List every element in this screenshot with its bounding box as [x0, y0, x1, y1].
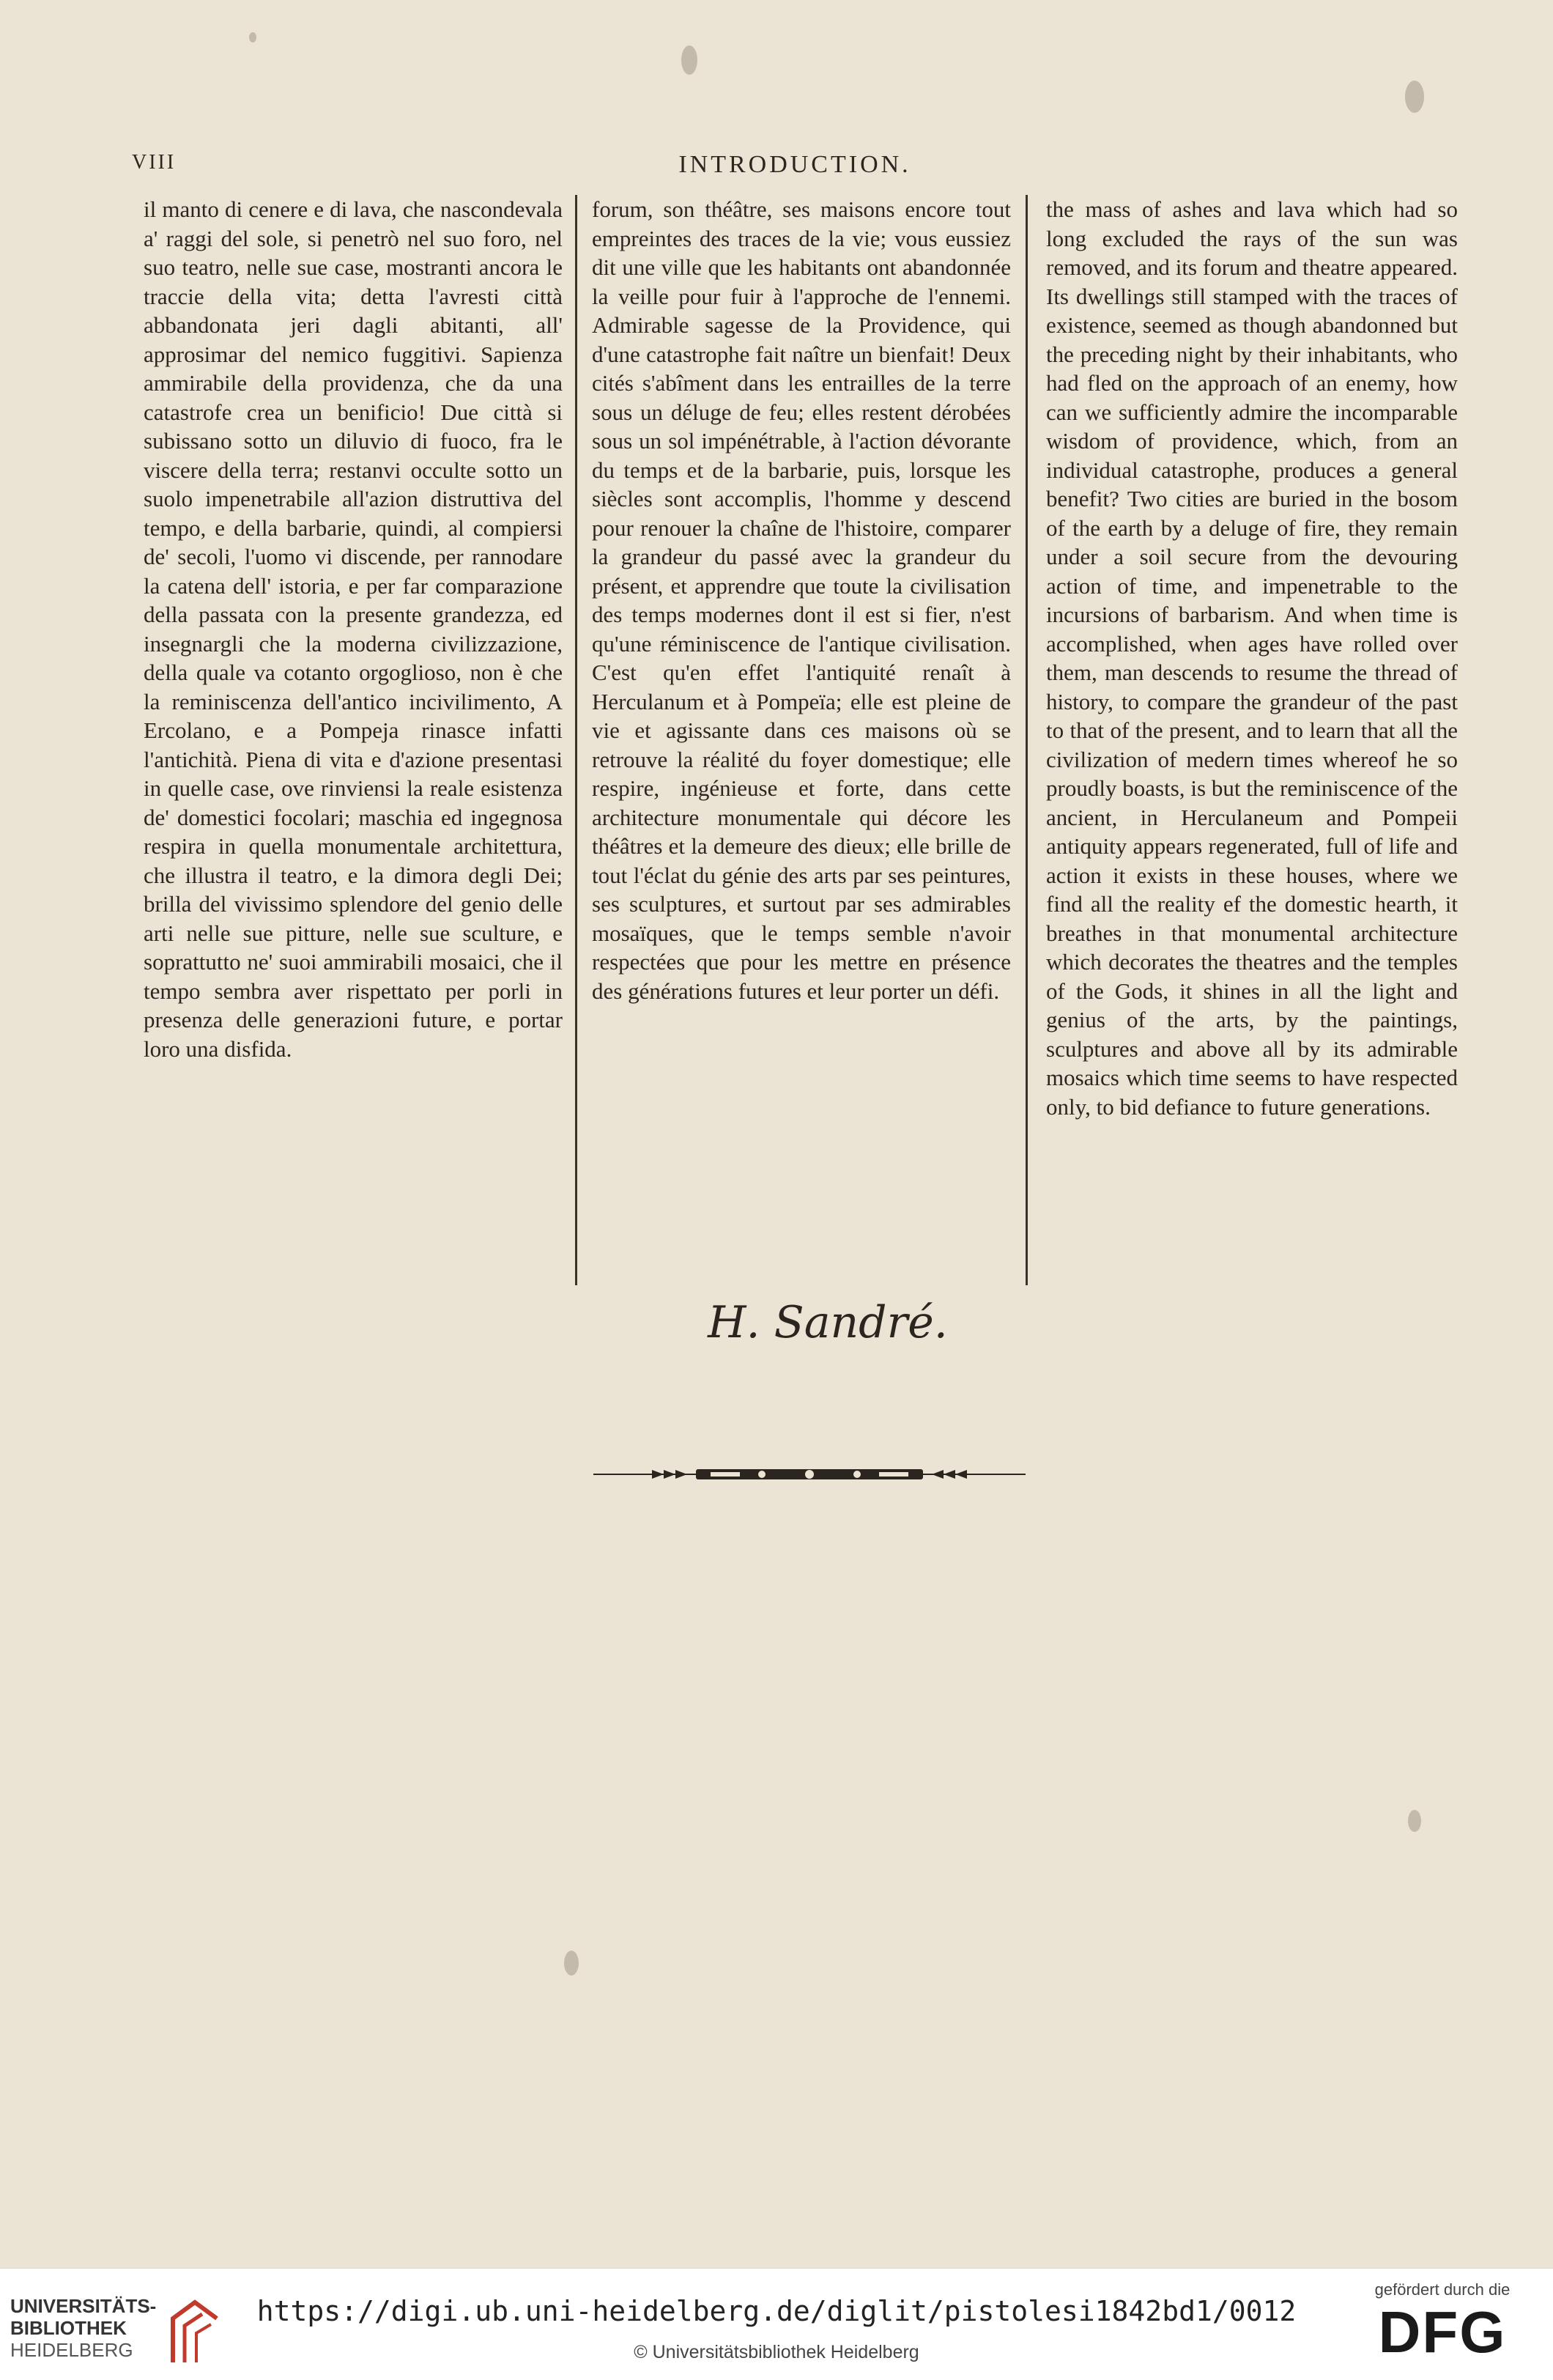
paper-stain — [249, 32, 256, 42]
library-name: UNIVERSITÄTS- BIBLIOTHEK HEIDELBERG — [10, 2295, 157, 2361]
french-text: forum, son théâtre, ses maisons encore tout empreintes des traces de la vie; vous eussiez dit une ville que les habitants ont abandonnée la veille pour fuir à l'approche de l'ennemi. Admirable sagesse de la Providence, qui d'une catastrophe fait naître un bienfait! Deux cités s'abîment dans les entrailles de la terre sous un déluge de feu; elles restent dérobées sous un sol impénétrable, à l'action dévorante du temps et de la barbarie, puis, lorsque les siècles sont accomplis, l'homme y descend pour renouer la chaîne de l'histoire, comparer la grandeur du passé avec la grandeur du présent, et apprendre que toute la civilisation des temps modernes dont il est si fier, n'est qu'une réminiscence de l'antique civilisation. C'est qu'en effet l'antiquité renaît à Herculanum et à Pompeïa; elle est pleine de vie et agissante dans ces maisons où se retrouve la réalité du foyer domestique; elle respire, ingénieuse et forte, dans cette architecture monumentale qui décore les théâtres et la demeure des dieux; elle brille de tout l'éclat du génie des arts par ses peintures, ses sculptures, et surtout par ses admirables mosaïques, que le temps semble n'avoir respectées que pour les mettre en présence des générations futures et leur porter un défi. — [592, 196, 1011, 1004]
page-header — [132, 151, 1458, 180]
paper-stain — [1408, 1810, 1421, 1832]
running-title: INTRODUCTION. — [678, 151, 911, 178]
ornament-rule — [593, 1467, 1026, 1482]
dfg-logo-text: DFG — [1378, 2299, 1507, 2365]
italian-text: il manto di cenere e di lava, che nascondevala a' raggi del sole, si penetrò nel suo foro, nel suo teatro, nelle sue case, mostranti ancora le traccie della vita; detta l'avresti città abbandonata jeri dagli abitanti, all' approsimar del nemico fuggitivi. Sapienza ammirabile della providenza, che da una catastrofe crea un benificio! Due città si subissano sotto un diluvio di fuoco, fra le viscere della terra; restanvi occulte sotto un suolo impenetrabile all'azion distruttiva del tempo, e della barbarie, quindi, al compiersi de' secoli, l'uomo vi discende, per rannodare la catena dell' istoria, e per far comparazione della passata con la presente grandezza, ed insegnargli che la moderna civilizzazione, della quale va cotanto orgoglioso, non è che la reminiscenza dell'antico incivilimento, A Ercolano, e a Pompeja rinasce infatti l'antichità. Piena di vita e d'azione presentasi in quelle case, ove rinviensi la reale esistenza de' domestici focolari; maschia ed ingegnosa respira in quella monumentale architettura, che illustra il teatro, e la dimora degli Dei; brilla del vivissimo splendore del genio delle arti nelle sue pitture, nelle sue sculture, e soprattutto ne' suoi ammirabili mosaici, che il tempo sembra aver rispettato per porli in presenza delle generazioni future, e portar loro una disfida. — [144, 196, 563, 1062]
column-french — [592, 195, 1011, 1005]
copyright-notice: © Universitätsbibliothek Heidelberg — [634, 2342, 919, 2362]
paper-stain — [681, 45, 697, 75]
paper-stain — [1405, 81, 1424, 113]
funder-label: gefördert durch die — [1374, 2280, 1511, 2299]
english-text: the mass of ashes and lava which had so long excluded the rays of the sun was removed, and its forum and theatre appeared. Its dwellings still stamped with the traces of existence, seemed as though abandonned but the preceding night by their inhabitants, who had fled on the approach of an enemy, how can we sufficiently admire the incomparable wisdom of providence, which, from an individual catastrophe, produces a general benefit? Two cities are buried in the bosom of the earth by a deluge of fire, they remain under a soil secure from the devouring action of time, and impenetrable to the incursions of barbarism. And when time is accomplished, when ages have rolled over them, man descends to resume the thread of history, to compare the grandeur of the past to that of the present, and to learn that all the civilization of medern times whereof he so proudly boasts, is but the reminiscence of the ancient, in Herculaneum and Pompeii antiquity appears regenerated, full of life and action it exists in these houses, where we find all the reality ef the domestic hearth, it breathes in that monumental architecture which decorates the theatres and the temples of the Gods, it shines in all the light and genius of the arts, by the paintings, sculptures and above all by its admirable mosaics which time seems to have respected only, to bid defiance to future generations. — [1046, 196, 1458, 1120]
author-signature: H. Sandré. — [708, 1297, 948, 1348]
column-divider — [575, 195, 577, 1285]
column-english — [1046, 195, 1458, 1121]
column-italian — [144, 195, 563, 1063]
permalink-url[interactable]: https://digi.ub.uni-heidelberg.de/diglit/pistolesi1842bd1/0012 — [256, 2295, 1297, 2327]
column-divider — [1026, 195, 1028, 1285]
viewer-footer — [0, 2268, 1553, 2380]
page-number: VIII — [132, 151, 177, 174]
dfg-funder-logo[interactable] — [1358, 2280, 1527, 2376]
paper-stain — [564, 1951, 579, 1976]
